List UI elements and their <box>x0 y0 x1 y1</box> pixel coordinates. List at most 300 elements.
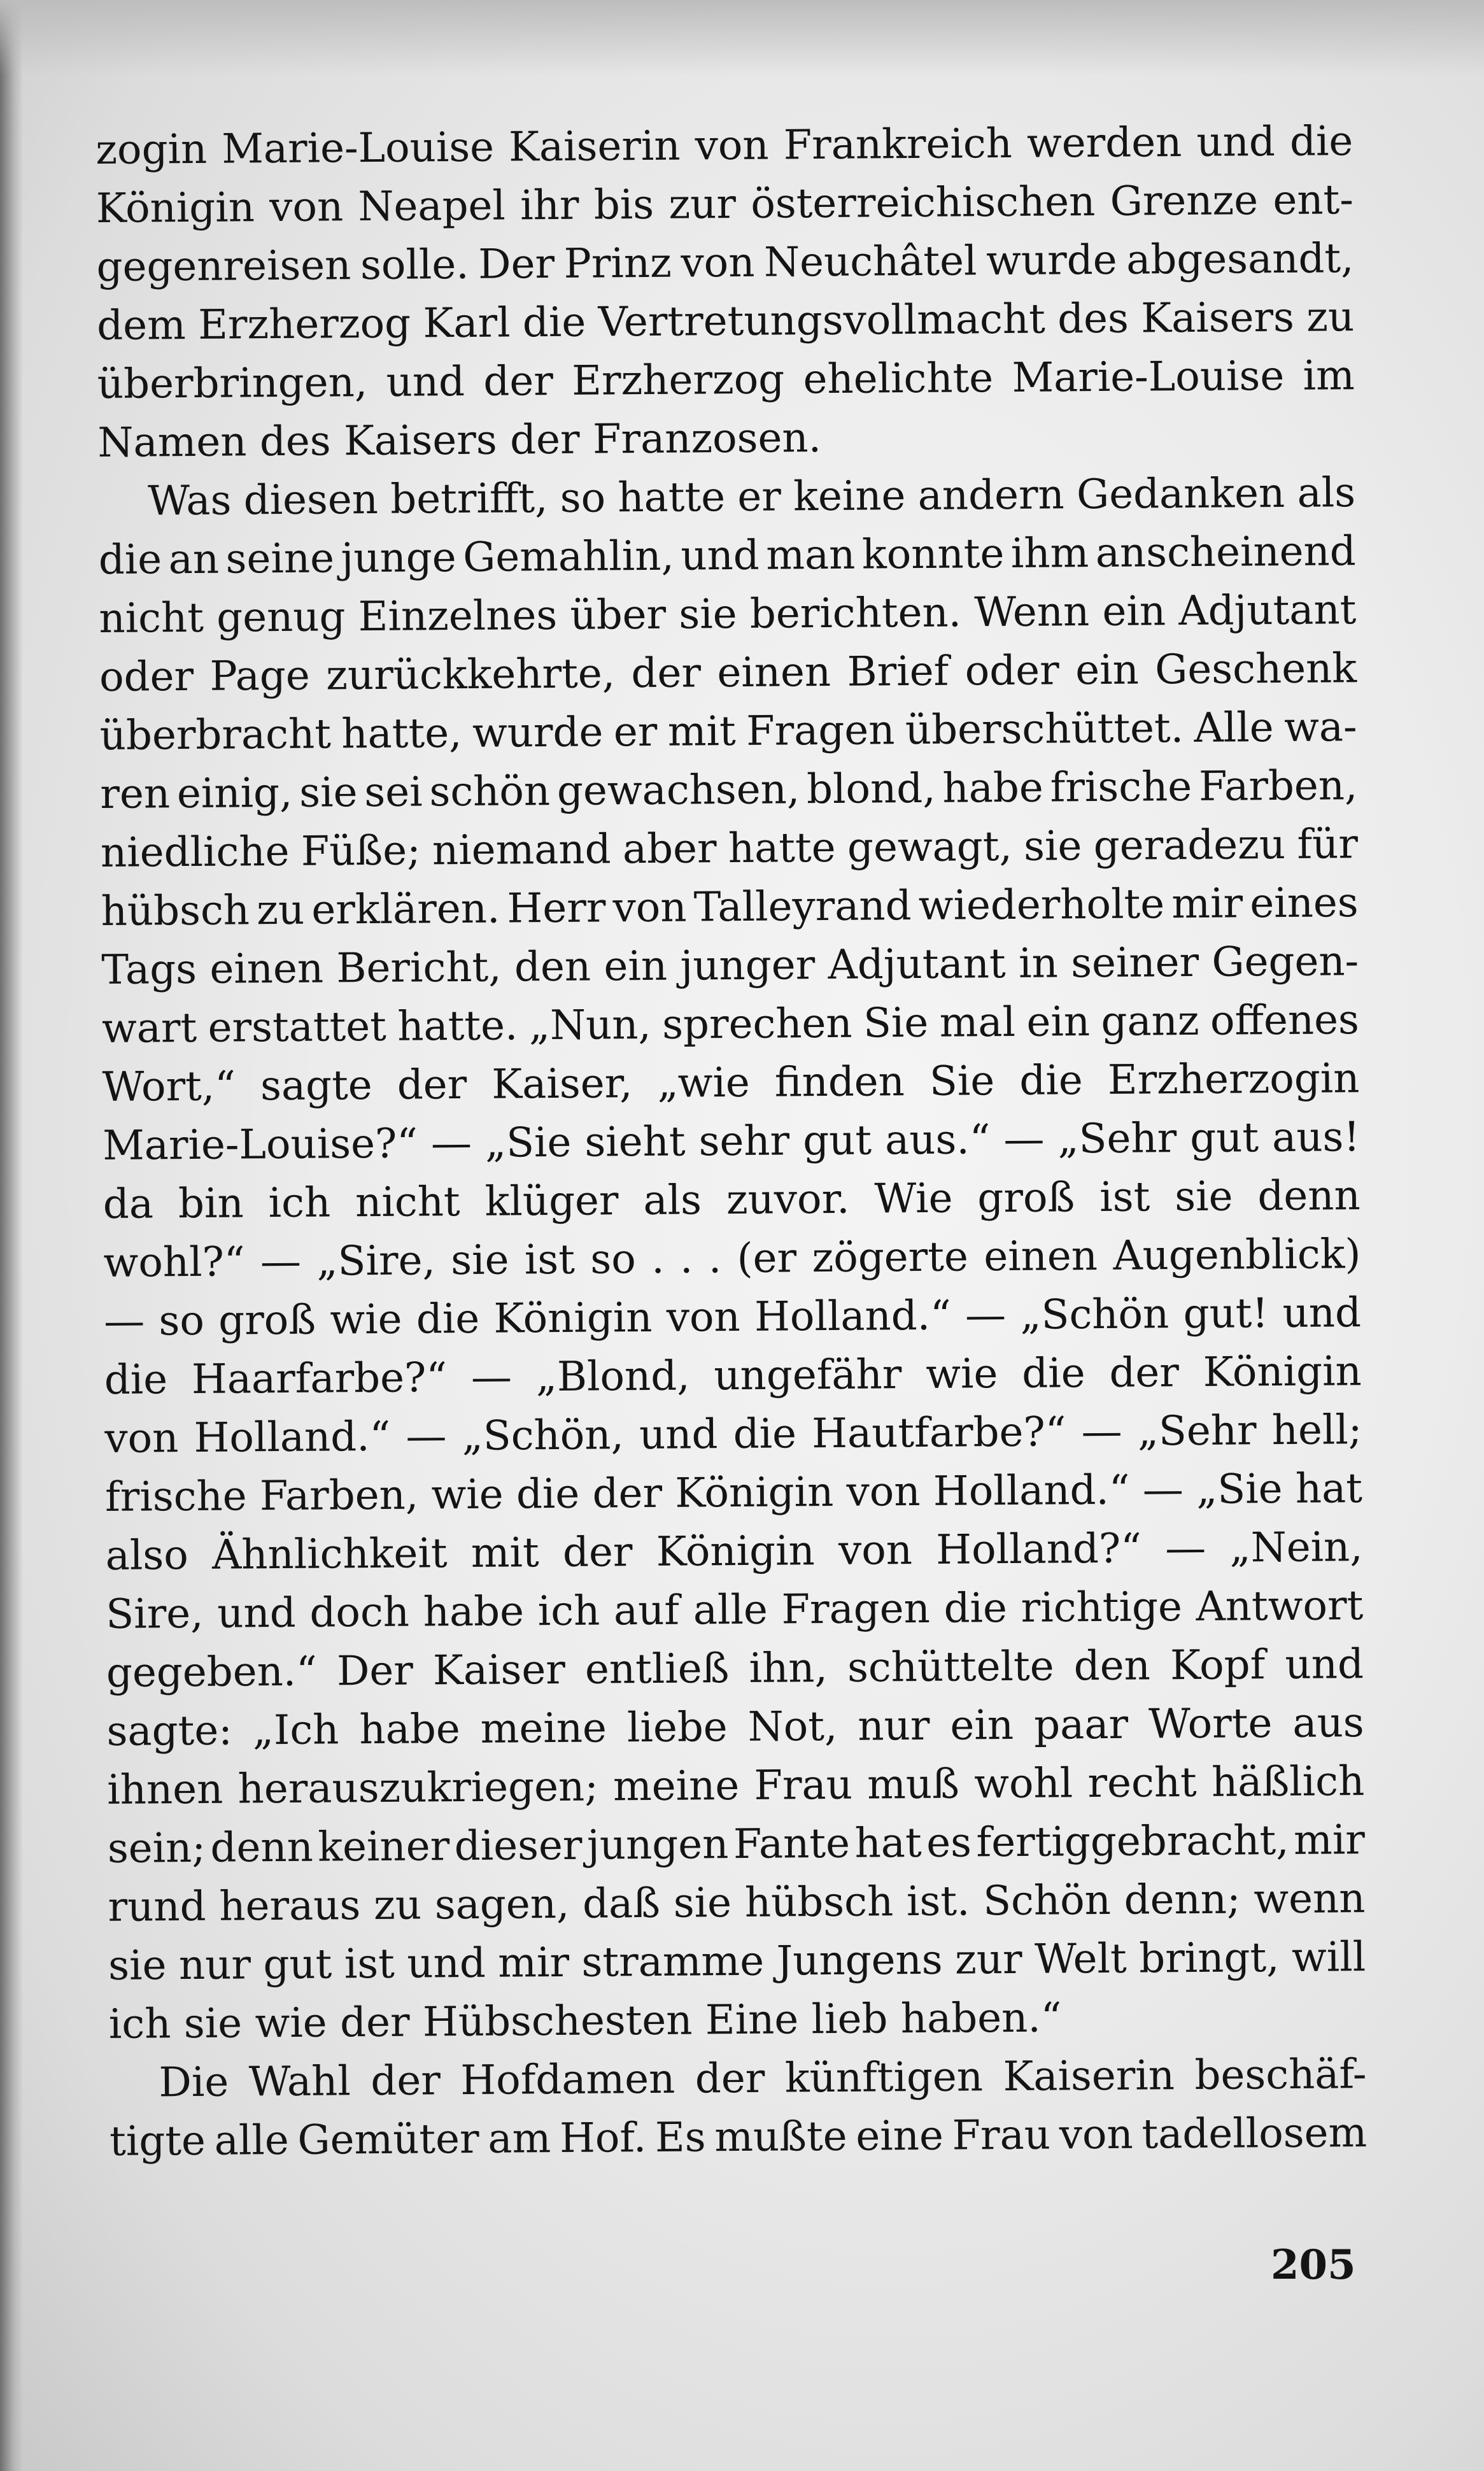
word: — <box>103 1298 145 1345</box>
word: Gemüter <box>297 2115 479 2164</box>
word: liebe <box>626 1704 728 1752</box>
word: dieser <box>454 1822 583 1871</box>
word: schüttelte <box>847 1643 1054 1692</box>
word: aus.“ <box>884 1116 991 1165</box>
word: schön <box>429 768 551 816</box>
word: „Nein, <box>1229 1524 1363 1572</box>
word: ist <box>1099 1173 1150 1222</box>
word: er <box>737 473 782 521</box>
word: hatte. <box>397 1002 518 1051</box>
word: Alle <box>1194 704 1274 752</box>
word: gut <box>263 1941 332 1989</box>
word: hat <box>1295 1465 1363 1513</box>
word: für <box>1297 821 1359 868</box>
word: Hof. <box>559 2114 647 2162</box>
word: überbringen, <box>97 359 368 408</box>
word: ich <box>268 1179 331 1228</box>
word: denn; <box>1124 1876 1241 1924</box>
word: eine <box>856 2112 944 2160</box>
word: groß <box>977 1174 1075 1222</box>
word: Frau <box>754 1761 853 1809</box>
word: genug <box>216 593 346 642</box>
word: geradezu <box>1093 821 1286 870</box>
word: Kaiserin <box>1003 2052 1175 2101</box>
word: Eine <box>705 1996 799 2044</box>
word: zogin <box>95 125 208 174</box>
word: Kaiser, <box>491 1060 633 1108</box>
word: — <box>470 1354 512 1401</box>
word: sie <box>299 769 358 817</box>
word: ist <box>344 1940 395 1988</box>
word: „wie <box>657 1059 751 1107</box>
word: er <box>613 708 658 756</box>
word: keine <box>793 472 906 521</box>
word: oder <box>965 647 1059 695</box>
text-line <box>105 1459 1363 1527</box>
word: Wort,“ <box>102 1063 236 1111</box>
word: erklären. <box>311 885 500 934</box>
word: die <box>733 1410 797 1459</box>
word: einen <box>209 945 324 993</box>
word: — <box>965 1292 1007 1340</box>
word: von <box>681 239 755 287</box>
word: bin <box>178 1180 244 1228</box>
word: bringt, <box>1138 1934 1280 1983</box>
word: muß <box>866 1760 960 1809</box>
word: es <box>926 1819 972 1867</box>
word: Frau <box>952 2111 1051 2160</box>
text-line <box>96 171 1354 238</box>
word: frische <box>1050 763 1192 812</box>
word: Farben, <box>259 1471 419 1520</box>
word: betrifft, <box>390 475 548 523</box>
word: Sie <box>929 1058 995 1105</box>
word: wie <box>330 1296 402 1344</box>
word: Holland.“ <box>933 1466 1130 1515</box>
word: der <box>397 1061 467 1109</box>
word: ein <box>1075 646 1140 695</box>
word: am <box>488 2115 551 2163</box>
word: die <box>416 1295 480 1343</box>
text-line <box>96 229 1354 297</box>
text-line <box>102 1049 1360 1117</box>
word: ihnen <box>107 1766 223 1814</box>
word: Farben, <box>1198 762 1358 811</box>
word: tigte <box>109 2117 206 2165</box>
word: ihm <box>1010 530 1089 577</box>
word: und <box>407 1939 486 1988</box>
word: mit <box>667 708 736 756</box>
word: sie <box>679 590 737 639</box>
word: hatte, <box>341 710 462 758</box>
word: will <box>1291 1934 1366 1981</box>
word: Hofdamen <box>460 2055 675 2105</box>
word: mußte <box>714 2113 847 2162</box>
word: des <box>1057 295 1129 343</box>
word: zur <box>954 1936 1022 1984</box>
word: nicht <box>99 594 204 642</box>
word: häßlich <box>1211 1758 1365 1806</box>
word: oder <box>99 653 194 701</box>
word: aber <box>622 825 717 874</box>
word: „Sehr <box>1137 1407 1257 1455</box>
word: — <box>1142 1466 1184 1514</box>
text-line <box>104 1284 1362 1351</box>
word: Jungens <box>776 1936 943 1985</box>
text-line <box>109 1986 1367 2054</box>
word: den <box>514 943 591 991</box>
word: berichten. <box>749 589 962 638</box>
word: rund <box>108 1883 206 1931</box>
word: jungen <box>586 1821 729 1869</box>
word: solle. <box>360 241 469 290</box>
word: Der <box>478 240 555 288</box>
word: Gedanken <box>1076 469 1285 519</box>
word: hübsch <box>101 887 250 935</box>
word: Neapel <box>358 182 506 231</box>
word: wie <box>925 1350 998 1398</box>
word: die <box>1019 1057 1083 1105</box>
word: „Sehr <box>1057 1115 1177 1163</box>
word: seine <box>225 535 335 583</box>
word: Adjutant <box>828 940 1006 989</box>
word: sehr <box>698 1117 790 1166</box>
word: hat <box>854 1820 922 1867</box>
word: ist <box>524 1236 576 1284</box>
text-line <box>102 1108 1360 1175</box>
word: keiner <box>318 1823 450 1871</box>
word: der <box>509 416 580 464</box>
word: von <box>1059 2111 1133 2159</box>
word: Wenn <box>974 588 1090 637</box>
word: Marie-Louise <box>1012 352 1285 402</box>
word: als <box>643 1177 702 1225</box>
word: Schön <box>982 1876 1112 1925</box>
word: der <box>695 2055 765 2103</box>
word: Frankreich <box>783 120 1013 169</box>
word: hell; <box>1271 1406 1362 1455</box>
word: blond, <box>806 765 936 814</box>
word: Kaiser <box>432 1646 566 1695</box>
word: mir <box>498 1939 570 1987</box>
word: Fragen <box>746 707 895 755</box>
word: wohl <box>973 1760 1073 1808</box>
word: Haarfarbe?“ <box>191 1354 448 1403</box>
word: gegeben.“ <box>106 1648 318 1697</box>
word: Königin <box>675 1468 834 1517</box>
word: mir <box>1171 880 1243 928</box>
word: „Nun, <box>528 1001 651 1050</box>
word: wenn <box>1254 1875 1366 1923</box>
word: lieb <box>811 1995 888 2044</box>
word: und <box>1282 1289 1362 1338</box>
word: Einzelnes <box>358 591 558 641</box>
word: nicht <box>355 1179 460 1227</box>
word: „Sie <box>484 1119 572 1167</box>
word: — <box>1164 1524 1206 1573</box>
word: und <box>639 1411 718 1459</box>
word: Tags <box>101 945 197 994</box>
text-line <box>110 2104 1367 2171</box>
word: da <box>102 1180 154 1228</box>
word: wa- <box>1283 704 1357 751</box>
word: sprechen <box>661 1000 852 1049</box>
word: diesen <box>243 476 379 525</box>
word: Holland?“ <box>936 1525 1142 1574</box>
word: niedliche <box>100 828 290 877</box>
word: Erzherzog <box>571 356 785 405</box>
word: erstattet <box>208 1003 387 1052</box>
word: werden <box>1026 119 1182 167</box>
word: zuvor. <box>726 1175 850 1224</box>
word: Bericht, <box>336 944 502 993</box>
text-line <box>98 464 1356 531</box>
word: Kaiserin <box>508 122 681 171</box>
word: sagte: <box>106 1707 233 1755</box>
text-line <box>104 1342 1362 1410</box>
word: habe <box>359 1706 460 1754</box>
text-line <box>106 1694 1364 1761</box>
word: (er <box>737 1235 797 1283</box>
word: einig, <box>176 769 293 818</box>
word: — <box>430 1119 472 1168</box>
word: — <box>260 1238 302 1286</box>
word: „Sie <box>1196 1466 1283 1513</box>
word: man <box>766 531 856 579</box>
text-line <box>109 2045 1367 2113</box>
word: Kaisers <box>343 416 497 465</box>
word: Kopf <box>1170 1641 1266 1690</box>
word: Antwort <box>1196 1582 1364 1631</box>
word: Sie <box>863 999 929 1047</box>
word: wiederholte <box>918 881 1165 930</box>
word: — <box>1003 1115 1045 1164</box>
text-line <box>102 991 1360 1058</box>
word: Neuchâtel <box>763 237 977 287</box>
word: und <box>1285 1641 1364 1689</box>
word: herauszukriegen; <box>237 1763 599 1813</box>
word: Holland.“ <box>754 1292 952 1341</box>
text-line <box>107 1752 1365 1820</box>
word: so <box>159 1297 205 1345</box>
word: hatte <box>618 474 726 522</box>
word: Hübschesten <box>422 1997 693 2046</box>
word: in <box>1018 940 1059 988</box>
word: doch <box>309 1589 410 1637</box>
text-line <box>104 1401 1362 1468</box>
word: entließ <box>584 1645 730 1694</box>
word: Geschenk <box>1155 645 1357 694</box>
word: Page <box>209 652 311 700</box>
word: mit <box>470 1529 539 1577</box>
word: wart <box>101 1004 197 1052</box>
word: richtige <box>1021 1583 1183 1632</box>
word: — <box>1081 1408 1122 1456</box>
word: nur <box>858 1702 930 1750</box>
word: . <box>651 1235 665 1283</box>
word: . <box>679 1235 693 1283</box>
word: ein <box>950 1701 1014 1750</box>
word: Talleyrand <box>693 882 912 931</box>
word: Herr <box>507 884 606 933</box>
word: und <box>681 532 760 580</box>
word: Was <box>147 477 232 525</box>
word: aus! <box>1271 1114 1360 1162</box>
page-number: 205 <box>1271 2241 1356 2289</box>
word: klüger <box>484 1177 619 1226</box>
word: Namen <box>97 418 247 467</box>
word: und <box>1196 118 1276 166</box>
word: im <box>1303 352 1355 400</box>
word: tadellosem <box>1141 2109 1367 2158</box>
word: die <box>943 1585 1008 1632</box>
text-line <box>106 1635 1364 1703</box>
word: Erzherzog <box>197 300 411 349</box>
word: anscheinend <box>1095 528 1356 577</box>
body-text <box>95 112 1367 2171</box>
word: Wie <box>874 1175 953 1223</box>
word: sieht <box>584 1118 686 1166</box>
word: von <box>612 884 687 932</box>
word: zu <box>373 1881 422 1930</box>
word: groß <box>218 1296 316 1345</box>
word: ihn, <box>749 1645 828 1692</box>
word: von <box>104 1415 179 1462</box>
text-line <box>101 874 1359 941</box>
word: Franzosen. <box>592 414 822 464</box>
word: meine <box>612 1762 740 1811</box>
word: so <box>560 474 606 522</box>
word: österreichischen <box>751 178 1096 228</box>
word: „Schön <box>1020 1291 1170 1339</box>
word: von <box>695 122 769 170</box>
text-line <box>100 756 1358 824</box>
word: . <box>708 1235 722 1283</box>
word: zur <box>668 180 737 229</box>
word: der <box>371 2057 441 2106</box>
word: also <box>105 1532 188 1580</box>
word: sei <box>364 768 423 817</box>
word: Worte <box>1148 1700 1273 1748</box>
word: ein <box>1102 588 1166 635</box>
word: sein; <box>107 1824 206 1873</box>
word: sie <box>1023 823 1082 870</box>
word: der <box>562 1529 633 1576</box>
word: „Sire, <box>316 1237 436 1285</box>
word: recht <box>1087 1759 1197 1808</box>
word: hatte <box>728 824 836 873</box>
word: Adjutant <box>1178 586 1357 635</box>
word: Füße; <box>300 827 421 875</box>
word: ren <box>100 770 171 818</box>
word: gut <box>1189 1114 1259 1163</box>
word: Holland.“ <box>194 1413 391 1462</box>
word: „Ich <box>252 1706 339 1755</box>
word: zurückkehrte, <box>325 650 616 700</box>
word: die <box>98 536 162 584</box>
word: wurde <box>986 236 1117 285</box>
word: sie <box>108 1942 167 1990</box>
word: und <box>217 1589 296 1638</box>
word: gut <box>802 1117 872 1165</box>
word: gut! <box>1183 1290 1269 1338</box>
word: zu <box>256 886 305 935</box>
word: künftigen <box>784 2053 984 2102</box>
word: eines <box>1250 879 1359 928</box>
word: finden <box>774 1058 905 1107</box>
word: Fragen <box>781 1585 931 1634</box>
word: Grenze <box>1110 177 1259 225</box>
text-line <box>97 405 1355 472</box>
word: so <box>590 1236 637 1284</box>
word: ganz <box>1101 997 1199 1046</box>
word: Wahl <box>248 2058 351 2106</box>
word: von <box>666 1293 740 1342</box>
word: junger <box>680 942 816 990</box>
word: denn <box>210 1823 314 1872</box>
word: „Schön, <box>462 1412 625 1461</box>
word: mir <box>1293 1816 1366 1864</box>
word: dem <box>96 302 187 350</box>
word: der <box>592 1469 663 1518</box>
word: alle <box>214 2116 289 2165</box>
word: ich <box>537 1587 600 1636</box>
word: „Blond, <box>535 1352 690 1401</box>
word: alle <box>693 1586 768 1634</box>
word: habe <box>423 1588 525 1636</box>
text-line <box>99 581 1357 648</box>
word: zu <box>1306 294 1355 341</box>
word: Königin <box>95 184 255 232</box>
word: andern <box>917 471 1064 520</box>
text-line <box>101 932 1359 1000</box>
word: seiner <box>1070 938 1199 988</box>
word: der <box>339 1999 410 2047</box>
word: Marie-Louise?“ <box>102 1120 418 1170</box>
word: von <box>838 1527 913 1575</box>
word: an <box>168 535 220 584</box>
text-line <box>101 815 1359 882</box>
word: Kaisers <box>1141 294 1295 343</box>
word: — <box>406 1413 447 1461</box>
word: sagen, <box>434 1880 570 1929</box>
word: wie <box>255 1999 327 2048</box>
text-line <box>108 1928 1366 1995</box>
word: ungefähr <box>714 1351 902 1400</box>
word: fertiggebracht, <box>976 1816 1289 1867</box>
text-line <box>99 698 1357 765</box>
word: Welt <box>1034 1935 1127 1983</box>
word: als <box>1297 469 1356 517</box>
word: aus <box>1292 1699 1364 1747</box>
word: einen <box>717 648 831 697</box>
word: Ähnlichkeit <box>211 1530 448 1579</box>
word: Vertretungsvollmacht <box>598 295 1046 346</box>
word: denn <box>1257 1172 1360 1221</box>
word: Karl <box>423 299 511 348</box>
word: von <box>269 183 344 232</box>
word: beschäf- <box>1194 2051 1367 2100</box>
word: ent- <box>1273 176 1354 225</box>
word: und <box>386 358 465 406</box>
word: der <box>483 357 554 406</box>
word: überschüttet. <box>905 705 1184 754</box>
word: paar <box>1033 1701 1129 1749</box>
text-line <box>103 1225 1361 1292</box>
word: wurde <box>472 709 604 757</box>
word: Marie-Louise <box>222 124 495 173</box>
word: Hautfarbe?“ <box>811 1408 1066 1458</box>
